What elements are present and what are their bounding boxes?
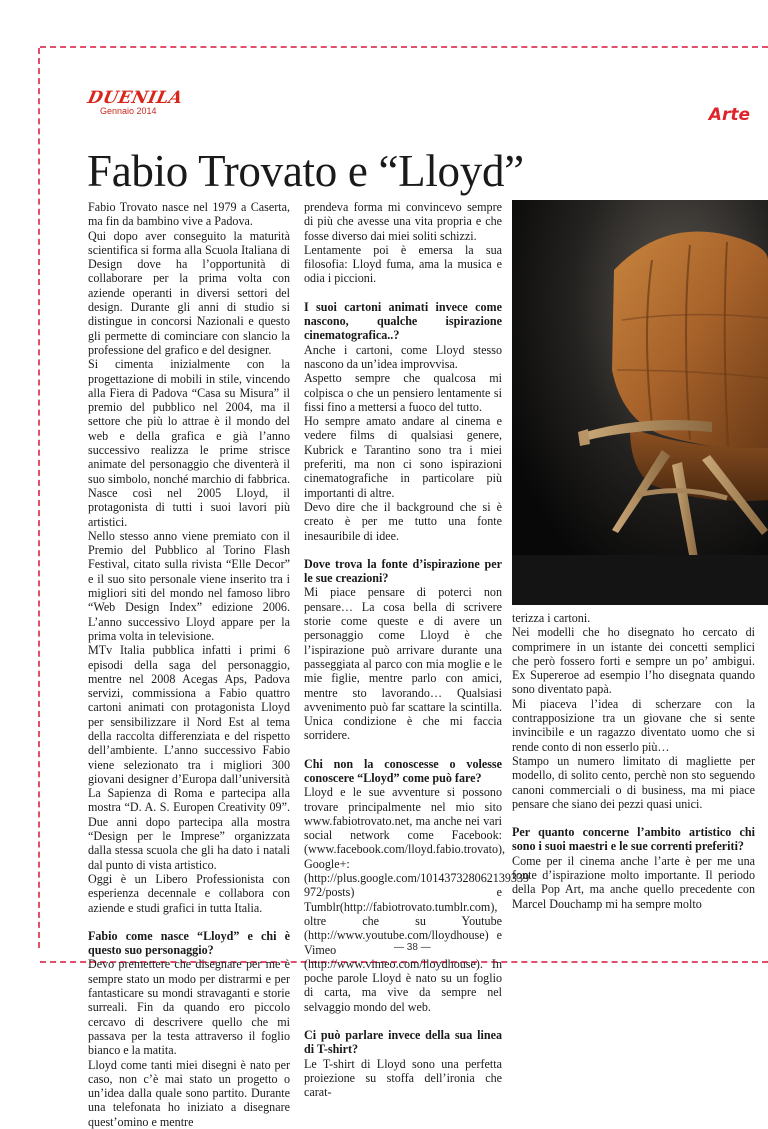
- interview-question: Per quanto concerne l’ambito artistico chi sono i suoi maestri e le sue correnti preferiti?: [512, 825, 755, 854]
- interview-question: Ci può parlare invece della sua linea di T-shirt?: [304, 1028, 502, 1057]
- body-paragraph: Come per il cinema anche l’arte è per me una fonte d’ispirazione molto importante. Il periodo della Pop Art, ma anche quello precedente con Marcel Douchamp mi ha sempre molto: [512, 853, 755, 911]
- body-paragraph: Nello stesso anno viene premiato con il Premio del Pubblico al Torino Flash Festival, citato sulla rivista “Elle Decor” e il suo sito personale viene inserito tra i migliori siti del mondo nel famoso libro “Web Design Index” edizione 2006. L’anno successivo Lloyd appare per la prima volta in televisione.: [88, 528, 290, 643]
- interview-question: Chi non la conoscesse o volesse conoscere “Lloyd” come può fare?: [304, 756, 502, 785]
- body-paragraph: Fabio Trovato nasce nel 1979 a Caserta, ma fin da bambino vive a Padova.: [88, 200, 290, 229]
- armchair-illustration: [512, 200, 768, 605]
- text-column-2: [304, 200, 530, 1100]
- interview-question: Dove trova la fonte d’ispirazione per le sue creazioni?: [304, 556, 502, 586]
- text-column-1: [88, 200, 290, 1129]
- page-number: — 38 —: [394, 942, 431, 953]
- armchair-photo: [512, 200, 768, 605]
- body-paragraph: Anche i cartoni, come Lloyd stesso nascono da un’idea improvvisa.: [304, 342, 502, 371]
- body-paragraph: Devo dire che il background che si è creato è per me tutto una fonte inesauribile di idee.: [304, 499, 502, 543]
- magazine-logo: [85, 88, 185, 116]
- body-paragraph: Mi piace pensare di poterci non pensare… La cosa bella di scrivere storie come queste e di avere un personaggio come Lloyd è che l’ispirazione può arrivare durante una passeggiata al parco con mia moglie e le mie figlie, mentre parlo con amici, mentre sto lavorando… Qualsiasi avvenimento può far scattare la scintilla. Unica condizione è che mi faccia sorridere.: [304, 585, 502, 743]
- body-paragraph: Nei modelli che ho disegnato ho cercato di comprimere in un istante dei concetti semplici che però fossero forti e sempre un po’ ambigui. Ex Supereroe ad esempio l’ho disegnata quando sono diventato papà.: [512, 625, 755, 697]
- logo-wordmark: DUENILA: [85, 88, 185, 108]
- body-paragraph: Lloyd e le sue avventure si possono trovare principalmente nel mio sito www.fabiotrovato.net, ma anche nei vari social network come Facebook: (www.facebook.com/lloyd.fabio.trovato), Google+: (http://plus.google.com/101437328062139339 972/posts) e Tumblr(http://fabiotrovato.tumblr.com), oltre che su Youtube (http://www.youtube.com/lloydhouse) e Vimeo (http://www.vimeo.com/lloydhouse). In poche parole Lloyd è nato su un foglio di carta, ma vive da sempre nel selvaggio mondo del web.: [304, 785, 530, 1014]
- crop-line-left: [38, 48, 40, 948]
- interview-question: Fabio come nasce “Lloyd” e chi è questo suo personaggio?: [88, 928, 290, 958]
- body-paragraph: Lloyd come tanti miei disegni è nato per caso, non c’è mai stato un progetto o un’idea dalla quale sono partito. Durante una telefonata ho iniziato a disegnare quest’omino e mentre: [88, 1057, 290, 1129]
- body-paragraph: Le T-shirt di Lloyd sono una perfetta proiezione su stoffa dell’ironia che carat-: [304, 1056, 502, 1100]
- body-paragraph: Mi piaceva l’idea di scherzare con la contrapposizione tra un giovane che si sente invincibile e un ragazzo diventato uomo che si rende conto di non esserlo più…: [512, 696, 755, 754]
- body-paragraph: prendeva forma mi convincevo sempre di più che avesse una vita propria e che fosse diverso dai miei soliti schizzi.: [304, 200, 502, 243]
- article-title: Fabio Trovato e “Lloyd”: [87, 146, 524, 196]
- body-paragraph: Lentamente poi è emersa la sua filosofia: Lloyd fuma, ama la musica e odia i piccioni.: [304, 242, 502, 286]
- text-column-3: [512, 611, 755, 911]
- body-paragraph: Qui dopo aver conseguito la maturità scientifica si forma alla Scuola Italiana di Design dove ha l’opportunità di collaborare per la prima volta con aziende operanti in diversi settori del design. Durante gli anni di studio si distingue in concorsi Nazionali e questo gli permette di cominciare con slancio la professione del grafico e del designer.: [88, 228, 290, 357]
- issue-date: Gennaio 2014: [100, 106, 157, 116]
- section-label: Arte: [708, 105, 750, 125]
- body-paragraph: Oggi è un Libero Professionista con esperienza decennale e collabora con aziende e studi grafici in tutta Italia.: [88, 871, 290, 915]
- body-paragraph: Si cimenta inizialmente con la progettazione di mobili in stile, vincendo alla Fiera di Padova “Casa su Misura” il premio del pubblico nel 2004, ma il settore che più lo attrae è il mondo del web e della grafica e già l’anno successivo realizza le prime strisce animate del personaggio che diventerà il suo simbolo, nonché marchio di fabbrica. Nasce così nel 2005 Lloyd, il protagonista di tutti i suoi lavori più artistici.: [88, 357, 290, 529]
- body-paragraph: Devo premettere che disegnare per me è sempre stato un modo per distrarmi e per fantasticare su mondi stravaganti e storie surreali. Fin da quando ero piccolo cercavo di descrivere quello che mi passava per la testa attraverso il foglio bianco e la matita.: [88, 957, 290, 1058]
- interview-question: I suoi cartoni animati invece come nascono, qualche ispirazione cinematografica..?: [304, 299, 502, 343]
- body-paragraph: Aspetto sempre che qualcosa mi colpisca o che un pensiero lentamente si fissi fino a mettersi a fuoco del tutto.: [304, 371, 502, 414]
- body-paragraph: Stampo un numero limitato di magliette per modello, di solito cento, perchè non sto seguendo canoni commerciali o di business, ma mi piace pensare che siano dei pezzi quasi unici.: [512, 753, 755, 811]
- body-paragraph: MTv Italia pubblica infatti i primi 6 episodi della saga del personaggio, mentre nel 2008 Acegas Aps, Padova servizi, commissiona a Fabio quattro cartoni animati con protagonista Lloyd per sensibilizzare il Nord Est al tema della raccolta differenziata e del rispetto dell’ambiente. L’anno successivo Fabio viene selezionato tra i migliori 300 giovani designer d’Europa dall’università La Sapienza di Roma e partecipa alla mostra “D. A. S. Europen Creativity 09”. Due anni dopo partecipa alla mostra “Design per le Imprese” organizzata dalla stessa scuola che gli ha dato i natali dal punto di vista artistico.: [88, 643, 290, 872]
- body-paragraph: terizza i cartoni.: [512, 611, 591, 625]
- crop-line-top: [40, 46, 768, 48]
- body-paragraph: Ho sempre amato andare al cinema e vedere films di qualsiasi genere, Kubrick e Tarantino sono tra i miei preferiti, ma non ci sono ispirazioni cinematografiche in particolare più importanti di altre.: [304, 414, 502, 500]
